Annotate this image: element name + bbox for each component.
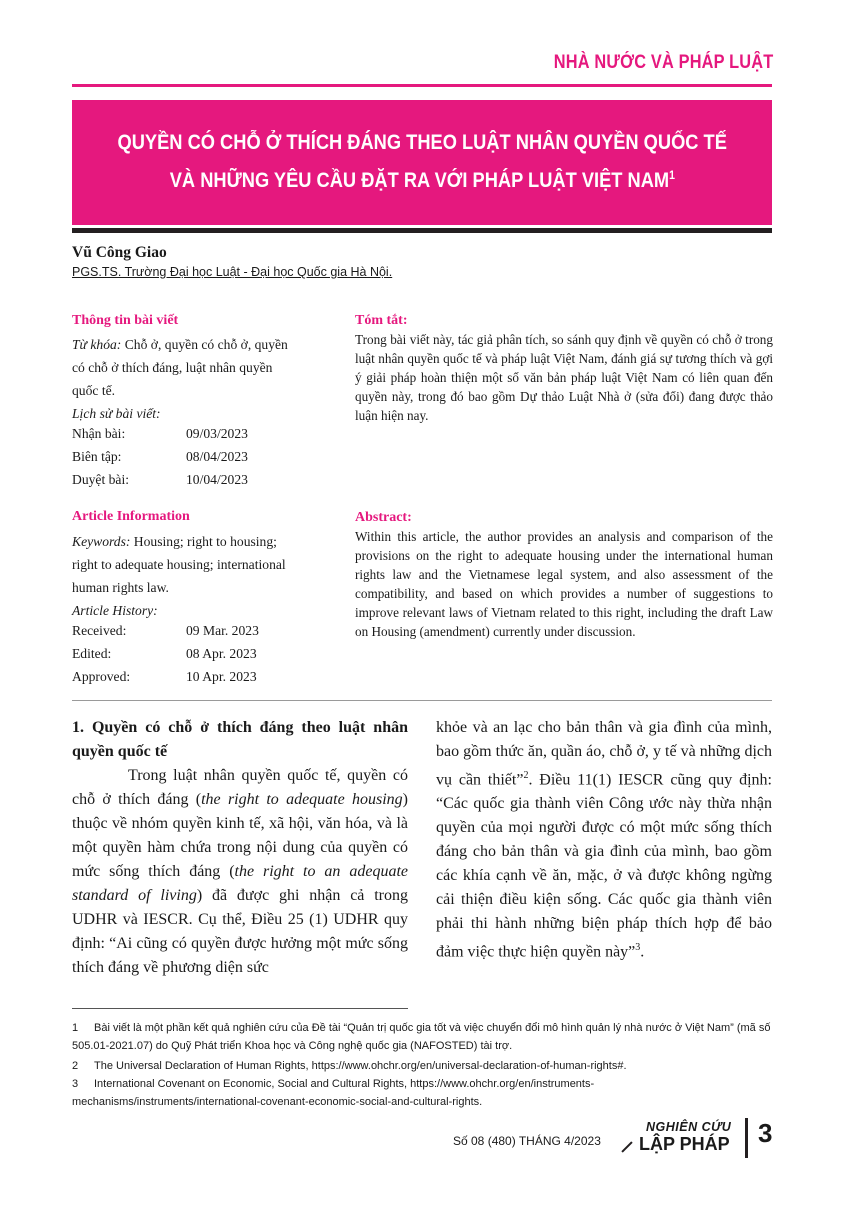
page-number: 3 xyxy=(758,1118,773,1148)
footnote-2: 2 The Universal Declaration of Human Rights, https://www.ohchr.org/en/universal-declaration-of-human-rights#. xyxy=(72,1060,627,1072)
history-vi-approved: Duyệt bài: xyxy=(72,472,130,487)
footnote-1: 1 Bài viết là một phần kết quả nghiên cứu của Đề tài “Quản trị quốc gia tốt và việc chuyển đổi mô hình quản lý nhà nước ở Việt Nam” (mã số 505.01-2021.07) do Quỹ Phát triển Khoa học và Công nghệ quốc gia (NAFOSTED) tài trợ. xyxy=(72,1022,771,1052)
history-en-approved-date: 10 Apr. 2023 xyxy=(186,669,257,684)
title-footnote-ref: 1 xyxy=(668,168,675,182)
info-en-keywords: Keywords: Housing; right to housing; right to adequate housing; international human rights law. Article History: xyxy=(72,534,286,618)
history-en-edited: Edited: xyxy=(72,646,112,661)
header-rule xyxy=(72,84,772,87)
history-vi-edited: Biên tập: xyxy=(72,449,122,464)
section-label: NHÀ NƯỚC VÀ PHÁP LUẬT xyxy=(553,52,773,73)
footnote-3: 3 International Covenant on Economic, Social and Cultural Rights, https://www.ohchr.org/en/instruments-mechanisms/instruments/international-covenant-economic-social-and-cultural-rights. xyxy=(72,1078,595,1108)
history-vi-received-date: 09/03/2023 xyxy=(186,426,248,441)
history-vi-edited-date: 08/04/2023 xyxy=(186,449,248,464)
article-title-line-2: VÀ NHỮNG YÊU CẦU ĐẶT RA VỚI PHÁP LUẬT VIỆT NAM$^1$ xyxy=(169,168,675,192)
history-en-edited-date: 08 Apr. 2023 xyxy=(186,646,257,661)
history-en-received-date: 09 Mar. 2023 xyxy=(186,623,259,638)
summary-en-heading: Abstract: xyxy=(355,510,412,525)
body-paragraph-2: khỏe và an lạc cho bản thân và gia đình của mình, bao gồm thức ăn, quần áo, chỗ ở, y tế và những dịch vụ cần thiết”$^2$. Điều 11(1) IESCR cũng quy định: “Các quốc gia thành viên Công ước này thừa nhận quyền của mọi người được có một mức sống thích đáng cho bản thân và gia đình của mình, bao gồm các khía cạnh về ăn, mặc, ở và được không ngừng cải thiện điều kiện sống. Các quốc gia thành viên phải thi hành những biện pháp thích hợp để bảo đảm việc thực hiện quyền này”$^3$. xyxy=(436,719,772,961)
info-en-heading: Article Information xyxy=(72,509,190,524)
history-vi-received: Nhận bài: xyxy=(72,426,126,441)
body-column-right xyxy=(436,716,772,965)
history-en-approved: Approved: xyxy=(72,669,131,684)
brand-name-top: NGHIÊN CỨU xyxy=(646,1120,732,1134)
footer-divider xyxy=(745,1118,748,1158)
footnote-ref-2: 2 xyxy=(523,770,529,781)
author-affiliation: PGS.TS. Trường Đại học Luật - Đại học Quốc gia Hà Nội. xyxy=(72,265,393,279)
title-box xyxy=(72,100,772,225)
author-name: Vũ Công Giao xyxy=(72,244,167,261)
footnote-rule xyxy=(72,1008,408,1009)
section-heading: 1. Quyền có chỗ ở thích đáng theo luật nhân quyền quốc tế xyxy=(72,719,408,760)
issue-info: Số 08 (480) THÁNG 4/2023 xyxy=(453,1134,601,1148)
body-column-left xyxy=(72,716,408,980)
footnote-ref-3: 3 xyxy=(635,942,641,954)
summary-en-text: Within this article, the author provides an analysis and comparison of the provisions on the right to adequate housing under the international human rights law and the Vietnamese legal system, and also assessment of the compatibility, and based on which provides a number of suggestions to improve relevant laws of Vietnam related to this right, including the draft Law on Housing (amendment) currently under discussion. xyxy=(355,529,773,639)
history-vi-approved-date: 10/04/2023 xyxy=(186,472,248,487)
brand-name-bottom: LẬP PHÁP xyxy=(639,1134,730,1154)
brand-slash xyxy=(621,1141,632,1152)
title-rule xyxy=(72,228,772,233)
info-vi-heading: Thông tin bài viết xyxy=(72,313,179,328)
article-title-line-1: QUYỀN CÓ CHỖ Ở THÍCH ĐÁNG THEO LUẬT NHÂN QUYỀN QUỐC TẾ xyxy=(117,131,727,154)
history-en-received: Received: xyxy=(72,623,127,638)
body-paragraph-1: Trong luật nhân quyền quốc tế, quyền có chỗ ở thích đáng (the right to adequate housing) thuộc về nhóm quyền kinh tế, xã hội, văn hóa, và là một quyền hàm chứa trong nội dung của quyền có mức sống thích đáng (the right to an adequate standard of living) đã được ghi nhận cả trong UDHR và IESCR. Cụ thể, Điều 25 (1) UDHR quy định: “Ai cũng có quyền được hưởng một mức sống thích đáng về phương diện sức xyxy=(72,767,408,976)
info-vi-keywords: Từ khóa: Chỗ ở, quyền có chỗ ở, quyền có chỗ ở thích đáng, luật nhân quyền quốc tế. Lịch sử bài viết: xyxy=(72,337,288,421)
section-divider xyxy=(72,700,772,701)
summary-vi-heading: Tóm tắt: xyxy=(355,313,408,328)
summary-vi-text: Trong bài viết này, tác giả phân tích, so sánh quy định về quyền có chỗ ở trong luật nhân quyền quốc tế và pháp luật Việt Nam, đánh giá sự tương thích và gợi ý giải pháp hoàn thiện một số văn bản pháp luật Việt Nam có liên quan đến quyền này, trong đó bao gồm Dự thảo Luật Nhà ở (sửa đổi) đang được thảo luận hiện nay. xyxy=(355,332,773,423)
